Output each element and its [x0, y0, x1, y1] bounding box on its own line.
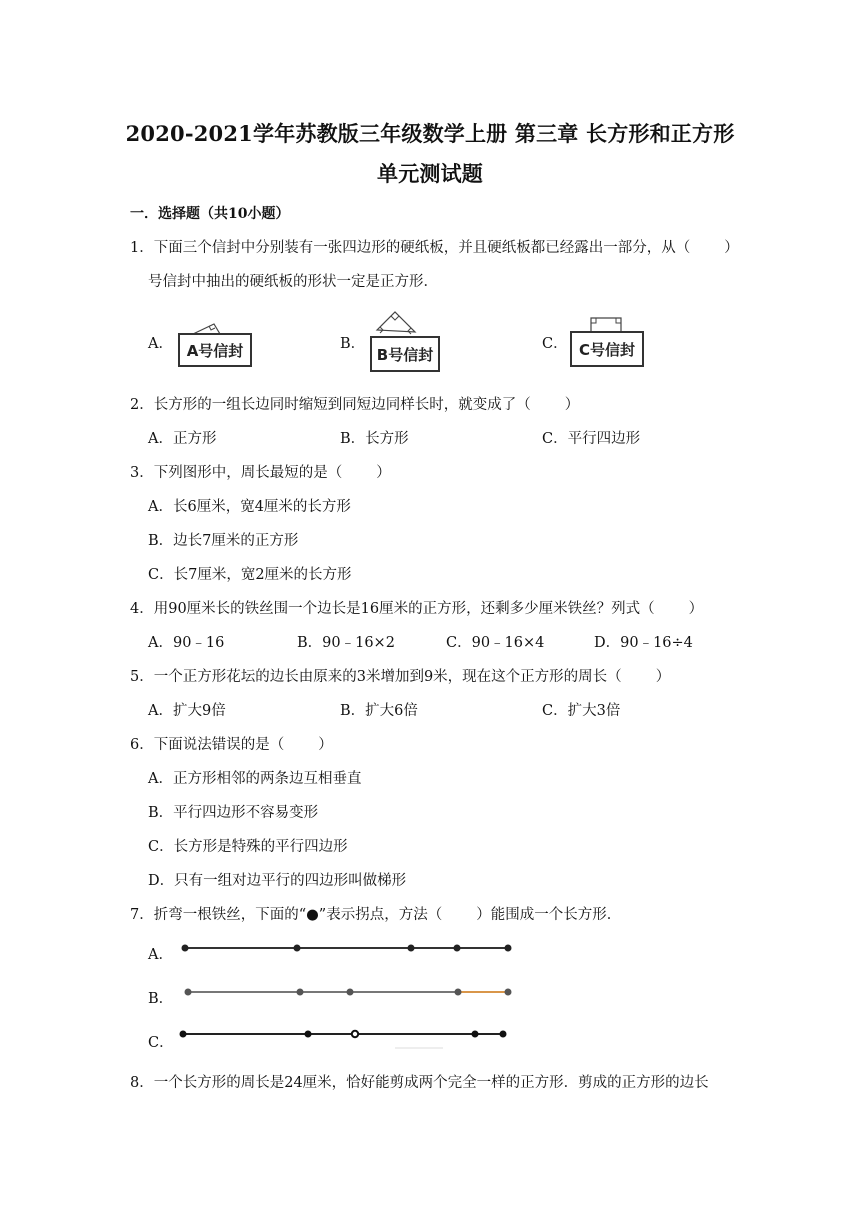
- page-title: 2020-2021学年苏教版三年级数学上册 第三章 长方形和正方形: [125, 121, 735, 146]
- q4-option-c: C．90﹣16×4: [446, 635, 545, 651]
- question-7-text: 7．折弯一根铁丝，下面的“●”表示拐点，方法（: [130, 907, 443, 923]
- question-6-close: ）: [318, 737, 333, 753]
- question-5-close: ）: [655, 669, 671, 685]
- q2-option-c: C．平行四边形: [542, 431, 641, 447]
- q5-option-a: A．扩大9倍: [148, 703, 226, 719]
- question-2: [130, 393, 579, 414]
- question-5-text: 5．一个正方形花坛的边长由原来的3米增加到9米，现在这个正方形的周长（: [130, 669, 622, 685]
- question-3-text: 3．下列图形中，周长最短的是（: [130, 465, 343, 481]
- q7-option-b-label: B．: [148, 991, 174, 1007]
- q7-option-a-label: A．: [148, 947, 173, 963]
- option-label: B．: [340, 336, 366, 352]
- q5-option-b: B．扩大6倍: [340, 703, 418, 719]
- question-2-close: ）: [564, 397, 580, 413]
- question-7: [130, 903, 621, 924]
- q6-option-d: D．只有一组对边平行的四边形叫做梯形: [148, 873, 407, 889]
- q4-option-d: D．90﹣16÷4: [594, 635, 693, 651]
- q4-option-b: B．90﹣16×2: [297, 635, 395, 651]
- q6-option-a: A．正方形相邻的两条边互相垂直: [148, 771, 362, 787]
- question-4-text: 4．用90厘米长的铁丝围一个边长是16厘米的正方形，还剩多少厘米铁丝？列式（: [130, 601, 655, 617]
- q6-option-c: C．长方形是特殊的平行四边形: [148, 839, 348, 855]
- wire-a-figure: [180, 940, 520, 956]
- option-label: C．: [542, 336, 568, 352]
- wire-c-figure: [175, 1026, 520, 1054]
- question-1-text: 1．下面三个信封中分别装有一张四边形的硬纸板，并且硬纸板都已经露出一部分，从（: [130, 240, 691, 256]
- option-label: A．: [148, 336, 173, 352]
- question-3-close: ）: [376, 465, 391, 481]
- question-4: [130, 597, 703, 618]
- page-subtitle: 单元测试题: [377, 161, 483, 186]
- q3-option-c: C．长7厘米，宽2厘米的长方形: [148, 567, 352, 583]
- q3-option-b: B．边长7厘米的正方形: [148, 533, 299, 549]
- question-1-line2: 号信封中抽出的硬纸板的形状一定是正方形．: [148, 274, 438, 290]
- q2-option-a: A．正方形: [148, 431, 217, 447]
- q7-option-c-label: C．: [148, 1035, 174, 1051]
- question-7-text-end: ）能围成一个长方形．: [476, 907, 622, 923]
- question-4-close: ）: [688, 601, 704, 617]
- q5-option-c: C．扩大3倍: [542, 703, 621, 719]
- question-2-text: 2．长方形的一组长边同时缩短到同短边同样长时，就变成了（: [130, 397, 531, 413]
- section-heading: 一．选择题（共10小题）: [130, 206, 290, 222]
- question-1-line1: [130, 236, 739, 257]
- question-8: 8．一个长方形的周长是24厘米，恰好能剪成两个完全一样的正方形．剪成的正方形的边长: [130, 1075, 709, 1091]
- envelope-c: C号信封: [570, 331, 644, 367]
- envelope-a: A号信封: [178, 333, 252, 367]
- wire-b-figure: [180, 984, 520, 1000]
- q6-option-b: B．平行四边形不容易变形: [148, 805, 319, 821]
- question-6-text: 6．下面说法错误的是（: [130, 737, 285, 753]
- envelope-b: B号信封: [370, 336, 440, 372]
- q2-option-b: B．长方形: [340, 431, 409, 447]
- question-1-close: ）: [724, 240, 739, 256]
- question-6: [130, 733, 333, 754]
- q4-option-a: A．90﹣16: [148, 635, 225, 651]
- q3-option-a: A．长6厘米，宽4厘米的长方形: [148, 499, 351, 515]
- question-5: [130, 665, 670, 686]
- question-3: [130, 461, 391, 482]
